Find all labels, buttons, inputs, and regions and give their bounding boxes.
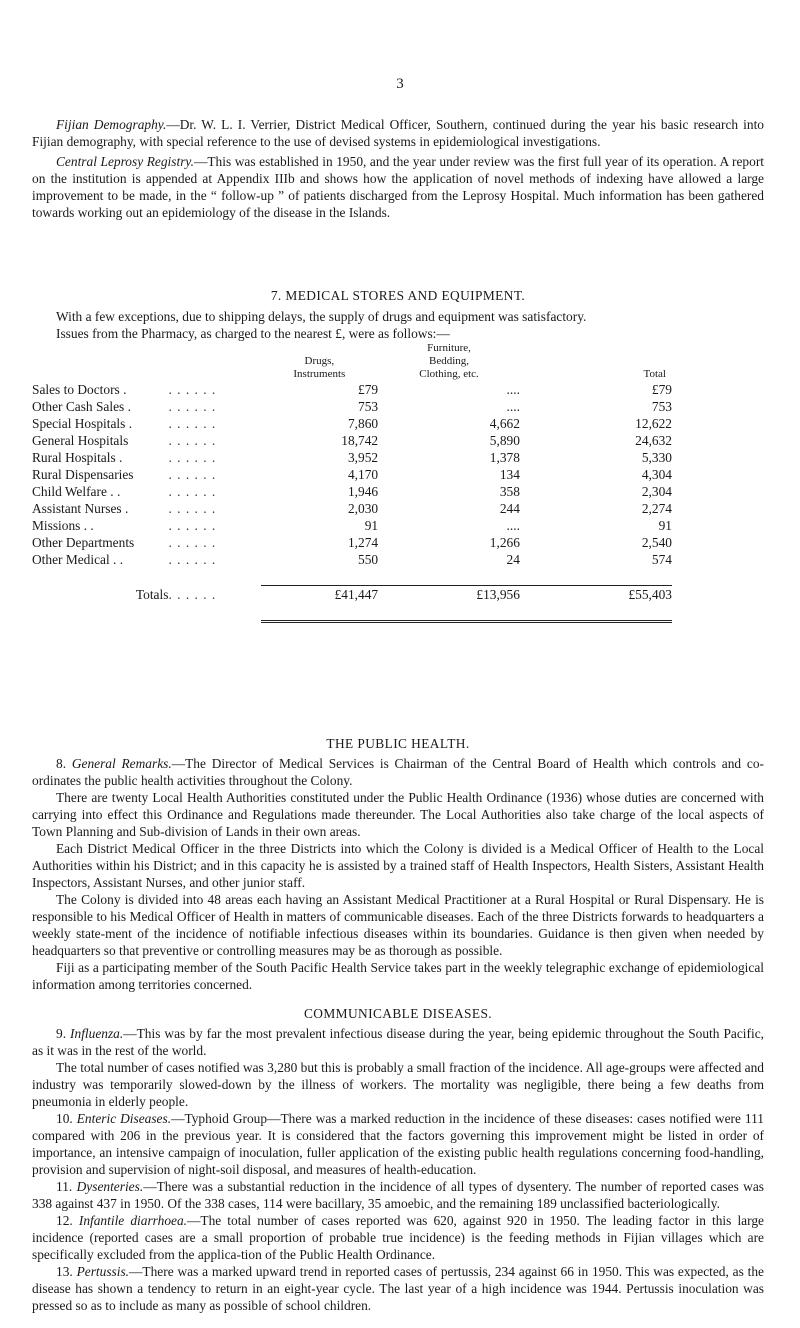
paragraph-title: Enteric Diseases.: [76, 1111, 172, 1126]
influenza-cases-paragraph: The total number of cases notified was 3,280 but this is probably a small fraction of the incidence. All age-groups were affected and industry was temporarily slowed-down by the illness of workers. The mortality was negligible, there being a few deaths from pneumonia in elderly people.: [32, 1060, 764, 1109]
pharmacy-issues-table: [32, 342, 672, 623]
page-number: 3: [396, 76, 404, 92]
paragraph-title: Dysenteries.: [76, 1179, 144, 1194]
paragraph-title: Central Leprosy Registry.: [56, 154, 194, 169]
fijian-demography-paragraph: [32, 116, 764, 150]
drugs-value: 18,742: [341, 433, 379, 448]
influenza-paragraph: 9. Influenza.—This was by far the most prevalent infectious disease during the year, being epidemic throughout the South Pacific, as it was in the rest of the world.: [32, 1026, 764, 1058]
totals-furniture: £13,956: [476, 586, 520, 602]
row-leader-dots: . . . . . .: [168, 450, 217, 465]
row-label: Child Welfare . .: [32, 484, 121, 499]
table-row: [32, 517, 672, 534]
section-heading: THE PUBLIC HEALTH.: [326, 736, 470, 751]
table-totals-row: [32, 585, 672, 603]
total-value: 24,632: [635, 433, 672, 448]
totals-drugs: £41,447: [334, 586, 379, 602]
section-heading: COMMUNICABLE DISEASES.: [303, 1006, 493, 1021]
row-leader-dots: . . . . . .: [168, 518, 217, 533]
furniture-value: 134: [499, 467, 520, 482]
district-officers-paragraph: Each District Medical Officer in the three Districts into which the Colony is divided is a Medical Officer of Health to the Local Authorities within his District; and in this capacity he is assisted by a trained staff of Health Inspectors, Health Sisters, Assistant Health Inspectors, Assistant Nurses, and other junior staff.: [32, 841, 764, 890]
row-leader-dots: . . . . . .: [168, 501, 217, 516]
totals-label: Totals: [135, 586, 169, 602]
drugs-value: 1,274: [347, 535, 379, 550]
stores-paragraph: With a few exceptions, due to shipping delays, the supply of drugs and equipment was satisfactory.: [56, 309, 587, 324]
row-label: Sales to Doctors .: [32, 382, 127, 397]
drugs-value: £79: [358, 382, 379, 397]
furniture-value: 4,662: [489, 416, 520, 431]
row-leader-dots: . . . . . .: [168, 382, 217, 397]
table-row: [32, 415, 672, 432]
row-leader-dots: . . . . . .: [168, 535, 217, 550]
drugs-value: 550: [358, 552, 379, 567]
table-row: [32, 449, 672, 466]
total-value: 2,274: [641, 501, 672, 516]
row-leader-dots: . . . . . .: [168, 586, 217, 602]
total-value: 5,330: [641, 450, 672, 465]
total-column-header: Total: [643, 368, 666, 380]
total-value: £79: [651, 382, 672, 397]
table-rule: [32, 568, 672, 585]
rural-areas-paragraph: The Colony is divided into 48 areas each having an Assistant Medical Practitioner at a Rural Hospital or Rural Dispensary. He is responsible to his Medical Officer of Health in matters of communicable diseases. Each of the three Districts forwards to headquarters a weekly state-ment of the incidence of notifiable infectious diseases within its boundaries. Guidance is then given when needed by headquarters so that preventive or controlling measures may be as thorough as possible.: [32, 892, 764, 958]
table-row: [32, 381, 672, 398]
total-value: 12,622: [635, 416, 672, 431]
general-remarks-paragraph: [32, 755, 764, 789]
row-label: General Hospitals: [32, 433, 129, 448]
drugs-value: 7,860: [347, 416, 379, 431]
total-value: 4,304: [641, 467, 672, 482]
table-row: [32, 551, 672, 568]
intro-section: [32, 116, 764, 221]
row-label: Special Hospitals .: [32, 416, 133, 431]
table-body: [32, 381, 672, 568]
row-label: Rural Hospitals .: [32, 450, 123, 465]
row-leader-dots: . . . . . .: [168, 484, 217, 499]
paragraph-title: Pertussis.: [76, 1264, 130, 1279]
paragraph-title: Fijian Demography.: [56, 117, 167, 132]
section-heading: 7. MEDICAL STORES AND EQUIPMENT.: [270, 288, 526, 303]
medical-stores-section: [32, 287, 764, 623]
pertussis-paragraph: 13. Pertussis.—There was a marked upward trend in reported cases of pertussis, 234 against 66 in 1950. This was expected, as the disease has shown a tendency to return in an eight-year cycle. The last year of a high incidence was 1944. Pertussis inoculation was pressed so as to include as many as possible of school children.: [32, 1264, 764, 1313]
row-leader-dots: . . . . . .: [168, 467, 217, 482]
row-leader-dots: . . . . . .: [168, 399, 217, 414]
drugs-value: 91: [364, 518, 379, 533]
table-row: [32, 466, 672, 483]
infantile-diarrhoea-paragraph: 12. Infantile diarrhoea.—The total number of cases reported was 620, against 920 in 1950. The leading factor in this large incidence (reported cases are a small proportion of probable true incidence) is the feeding methods in Fijian villages which are specifically excluded from the applica-tion of the Public Health Ordinance.: [32, 1213, 764, 1262]
drugs-value: 753: [358, 399, 379, 414]
public-health-section: [32, 735, 764, 1314]
table-row: [32, 483, 672, 500]
paragraph-text: —The Director of Medical Services is Chairman of the Central Board of Health which controls and co-ordinates the public health activities throughout the Colony.: [32, 756, 764, 788]
enteric-paragraph: 10. Enteric Diseases.—Typhoid Group—There was a marked reduction in the incidence of these diseases: cases notified were 111 compared with 206 in the previous year. It is considered that the factors governing this improvement might be listed in order of importance, an intensive campaign of inoculation, fuller application of the existing public health regulations concerning food-handling, provision and supervision of night-soil disposal, and measures of health-education.: [32, 1111, 764, 1177]
paragraph-title: Infantile diarrhoea.: [78, 1213, 187, 1228]
paragraph-text: —Dr. W. L. I. Verrier, District Medical Officer, Southern, continued during the year his basic research into Fijian demography, with special reference to the use of devised systems in epidemiological investigations.: [32, 117, 764, 149]
furniture-value: 5,890: [489, 433, 520, 448]
furniture-value: 1,378: [489, 450, 520, 465]
dysenteries-paragraph: 11. Dysenteries.—There was a substantial reduction in the incidence of all types of dysentery. The number of reported cases was 338 against 437 in 1950. Of the 338 cases, 114 were bacillary, 35 amoebic, and the remaining 189 unclassified bacteriologically.: [32, 1179, 764, 1211]
paragraph-text: —This was established in 1950, and the year under review was the first full year of its operation. A report on the institution is appended at Appendix IIIb and shows how the application of novel methods of indexing have allowed a large improvement to be made, in the “ follow-up ” of patients discharged from the Leprosy Hospital. Much information has been gathered towards working out an epidemiology of the disease in the Islands.: [32, 154, 764, 220]
furniture-value: ....: [506, 518, 520, 533]
drugs-column-header: Drugs, Instruments: [293, 355, 346, 380]
table-double-rule: [32, 603, 672, 622]
drugs-value: 3,952: [347, 450, 379, 465]
row-label: Assistant Nurses .: [32, 501, 129, 516]
row-label: Other Medical . .: [32, 552, 124, 567]
furniture-value: 244: [499, 501, 520, 516]
row-label: Other Cash Sales .: [32, 399, 131, 414]
issues-paragraph: Issues from the Pharmacy, as charged to the nearest £, were as follows:—: [56, 326, 450, 341]
total-value: 91: [658, 518, 672, 533]
table-row: [32, 398, 672, 415]
furniture-value: ....: [506, 382, 520, 397]
totals-total: £55,403: [628, 586, 672, 602]
row-leader-dots: . . . . . .: [168, 552, 217, 567]
total-value: 2,304: [641, 484, 672, 499]
furniture-value: 358: [499, 484, 520, 499]
table-row: [32, 432, 672, 449]
paragraph-title: General Remarks.: [71, 756, 172, 771]
table-row: [32, 534, 672, 551]
drugs-value: 4,170: [347, 467, 379, 482]
total-value: 2,540: [641, 535, 672, 550]
row-label: Other Departments: [32, 535, 135, 550]
row-label: Missions . .: [32, 518, 94, 533]
drugs-value: 1,946: [347, 484, 379, 499]
paragraph-title: Influenza.: [70, 1026, 124, 1041]
row-label: Rural Dispensaries: [32, 467, 134, 482]
row-leader-dots: . . . . . .: [168, 416, 217, 431]
row-leader-dots: . . . . . .: [168, 433, 217, 448]
table-header-row: [32, 342, 672, 381]
paragraph-number: 8.: [56, 756, 67, 771]
total-value: 753: [651, 399, 672, 414]
furniture-value: 24: [506, 552, 520, 567]
leprosy-registry-paragraph: [32, 153, 764, 221]
total-value: 574: [651, 552, 672, 567]
drugs-value: 2,030: [347, 501, 379, 516]
furniture-column-header: Furniture, Bedding, Clothing, etc.: [419, 342, 479, 380]
furniture-value: 1,266: [489, 535, 520, 550]
furniture-value: ....: [506, 399, 520, 414]
south-pacific-paragraph: Fiji as a participating member of the South Pacific Health Service takes part in the weekly telegraphic exchange of epidemiological information among territories concerned.: [32, 960, 764, 992]
table-row: [32, 500, 672, 517]
local-authorities-paragraph: There are twenty Local Health Authorities constituted under the Public Health Ordinance (1936) whose duties are concerned with carrying into effect this Ordinance and Regulations made thereunder. The Local Authorities also take charge of the local aspects of Town Planning and Sub-division of Lands in their own areas.: [32, 790, 764, 839]
